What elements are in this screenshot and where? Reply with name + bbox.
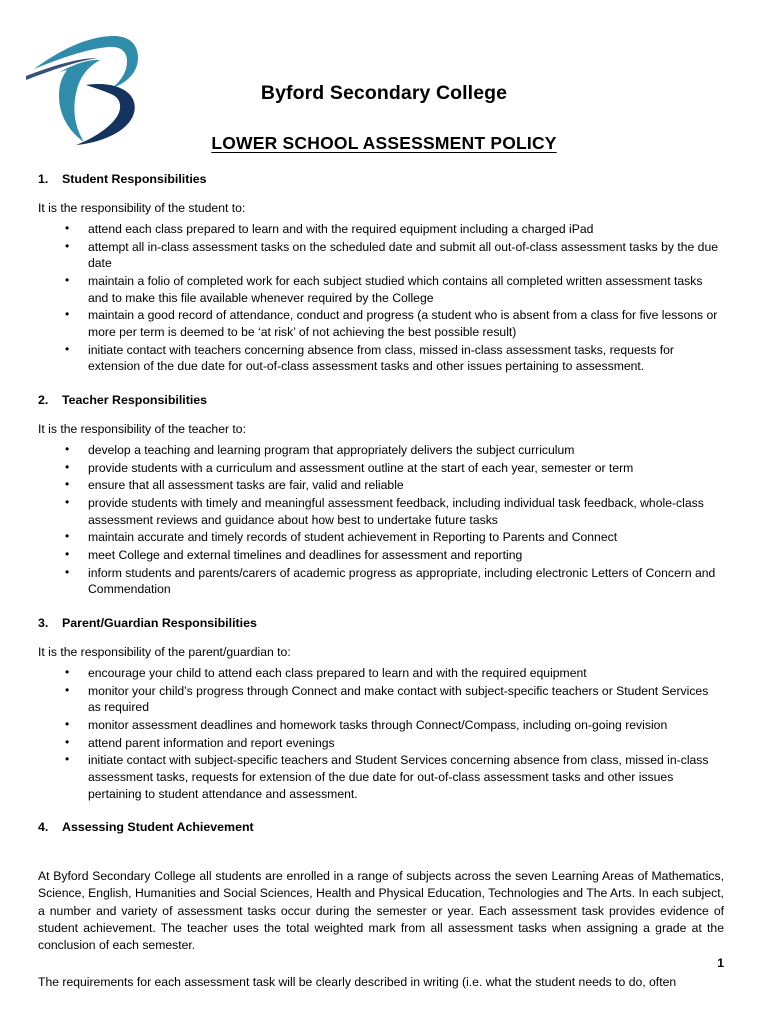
list-item: • initiate contact with subject-specific teachers and Student Services concerning absence from class, missed in-class assessment tasks, requests for extension of the due date for out-of-class assessment tasks and other issues pertaining to student attendance and assessment. (38, 752, 724, 802)
list-item: • encourage your child to attend each class prepared to learn and with the required equipment (38, 665, 724, 682)
section-heading-text: Parent/Guardian Responsibilities (62, 616, 257, 630)
page-title: Byford Secondary College (260, 82, 508, 104)
section-number: 1. (38, 172, 49, 186)
page-number: 1 (717, 956, 724, 970)
spacer (38, 376, 724, 393)
body-paragraph: The requirements for each assessment task will be clearly described in writing (i.e. what the student needs to do, often (38, 975, 677, 990)
section-student-responsibilities (38, 172, 724, 375)
responsibility-list (38, 442, 724, 598)
document-header (0, 0, 768, 153)
list-item: • attend parent information and report evenings (38, 735, 724, 752)
list-item: • inform students and parents/carers of academic progress as appropriate, including electronic Letters of Concern and Commendation (38, 565, 724, 598)
document-body (38, 172, 724, 991)
section-heading-text: Student Responsibilities (62, 172, 207, 186)
responsibility-list (38, 221, 724, 375)
list-item: • provide students with a curriculum and assessment outline at the start of each year, semester or term (38, 460, 724, 477)
section-heading-text: Teacher Responsibilities (62, 393, 208, 407)
section-parent-guardian-responsibilities (38, 616, 724, 802)
document-subtitle-wrap (0, 133, 768, 154)
spacer (38, 848, 724, 868)
spacer (38, 599, 724, 616)
section-heading (38, 820, 724, 835)
list-item: • attend each class prepared to learn and with the required equipment including a charged iPad (38, 221, 724, 238)
document-subtitle: LOWER SCHOOL ASSESSMENT POLICY (211, 133, 557, 153)
list-item: • maintain accurate and timely records of student achievement in Reporting to Parents and Connect (38, 529, 724, 546)
section-heading-text: Assessing Student Achievement (62, 820, 254, 835)
section-heading (38, 393, 724, 408)
section-teacher-responsibilities (38, 393, 724, 598)
list-item: • monitor your child’s progress through Connect and make contact with subject-specific teachers or Student Services as required (38, 683, 724, 716)
list-item: • maintain a folio of completed work for each subject studied which contains all completed written assessment tasks and to make this file available whenever required by the College (38, 273, 724, 306)
section-heading (38, 172, 724, 187)
section-lead: It is the responsibility of the student to: (38, 200, 246, 215)
list-item: • maintain a good record of attendance, conduct and progress (a student who is absent from a class for five lessons or more per term is deemed to be ‘at risk’ of not achieving the best possible result) (38, 307, 724, 340)
body-paragraph: At Byford Secondary College all students are enrolled in a range of subjects across the seven Learning Areas of Mathematics, Science, English, Humanities and Social Sciences, Health and Physical Education, Technologies and The Arts. In each subject, a number and variety of assessment tasks occur during the semester or year. Each assessment task provides evidence of student achievement. The teacher uses the total weighted mark from all assessment tasks when assigning a grade at the conclusion of each semester. (38, 869, 724, 953)
section-number: 2. (38, 393, 49, 407)
section-number: 4. (38, 820, 49, 835)
list-item: • develop a teaching and learning program that appropriately delivers the subject curriculum (38, 442, 724, 459)
section-assessing-student-achievement (38, 820, 724, 991)
list-item: • attempt all in-class assessment tasks on the scheduled date and submit all out-of-class assessment tasks by the due date (38, 239, 724, 272)
responsibility-list (38, 665, 724, 802)
list-item: • initiate contact with teachers concerning absence from class, missed in-class assessment tasks, requests for extension of the due date for out-of-class assessment tasks and other issues pertaining to assessment. (38, 342, 724, 375)
section-lead: It is the responsibility of the parent/guardian to: (38, 644, 291, 659)
spacer (38, 803, 724, 820)
list-item: • ensure that all assessment tasks are fair, valid and reliable (38, 477, 724, 494)
section-number: 3. (38, 616, 49, 630)
section-heading (38, 616, 724, 631)
list-item: • meet College and external timelines and deadlines for assessment and reporting (38, 547, 724, 564)
list-item: • provide students with timely and meaningful assessment feedback, including individual task feedback, whole-class assessment reviews and guidance about how best to undertake future tasks (38, 495, 724, 528)
list-item: • monitor assessment deadlines and homework tasks through Connect/Compass, including on-going revision (38, 717, 724, 734)
spacer (38, 954, 724, 974)
section-lead: It is the responsibility of the teacher to: (38, 421, 246, 436)
